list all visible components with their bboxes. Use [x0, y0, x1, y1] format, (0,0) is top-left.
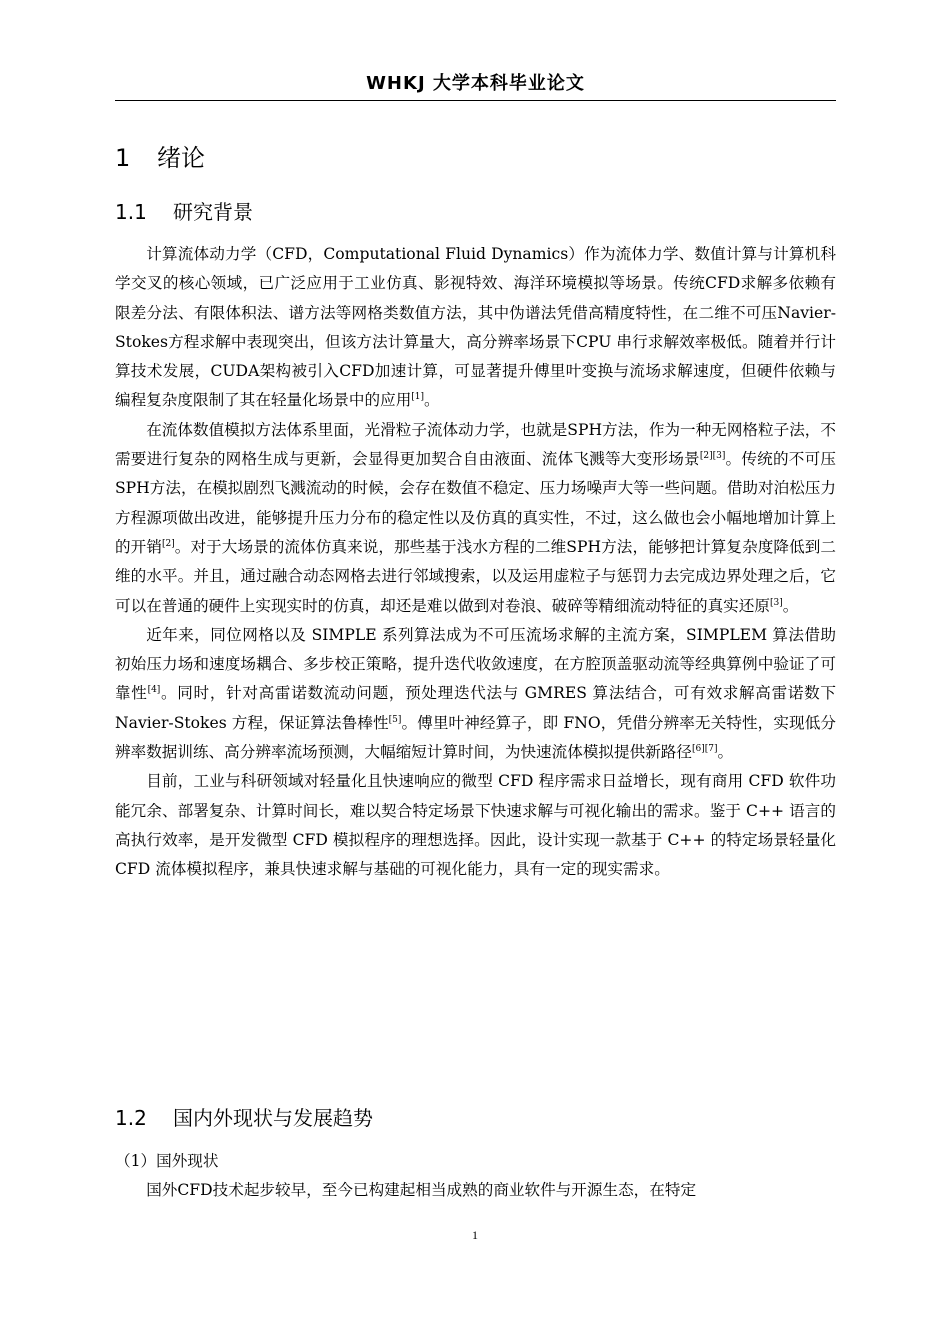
chapter-title: 绪论: [157, 144, 205, 172]
section-1-1-body: [115, 240, 836, 885]
section-heading-1-1: [115, 197, 253, 227]
paragraph: 在流体数值模拟方法体系里面，光滑粒子流体动力学，也就是SPH方法，作为一种无网格粒子法，不需要进行复杂的网格生成与更新，会显得更加契合自由液面、流体飞溅等大变形场景[2][3]。传统的不可压SPH方法，在模拟剧烈飞溅流动的时候，会存在数值不稳定、压力场噪声大等一些问题。借助对泊松压力方程源项做出改进，能够提升压力分布的稳定性以及仿真的真实性，不过，这么做也会小幅地增加计算上的开销[2]。对于大场景的流体仿真来说，那些基于浅水方程的二维SPH方法，能够把计算复杂度降低到二维的水平。并且，通过融合动态网格去进行邻域搜索，以及运用虚粒子与惩罚力去完成边界处理之后，它可以在普通的硬件上实现实时的仿真，却还是难以做到对卷浪、破碎等精细流动特征的真实还原[3]。: [115, 420, 836, 615]
section-number: 1.2: [115, 1106, 147, 1130]
paragraph: 目前，工业与科研领域对轻量化且快速响应的微型 CFD 程序需求日益增长，现有商用 CFD 软件功能冗余、部署复杂、计算时间长，难以契合特定场景下快速求解与可视化输出的需求。鉴于 C++ 语言的高执行效率，是开发微型 CFD 模拟程序的理想选择。因此，设计实现一款基于 C++ 的特定场景轻量化 CFD 流体模拟程序，兼具快速求解与基础的可视化能力，具有一定的现实需求。: [115, 772, 836, 879]
citation-ref: [2]: [161, 538, 175, 549]
section-number: 1.1: [115, 200, 147, 224]
citation-ref: [5]: [388, 714, 402, 725]
page-header: [115, 68, 836, 101]
section-heading-1-2: [115, 1103, 373, 1133]
citation-ref: [2][3]: [699, 451, 726, 462]
header-title: WHKJ 大学本科毕业论文: [366, 73, 585, 94]
chapter-number: 1: [115, 144, 131, 172]
citation-ref: [6][7]: [691, 744, 718, 755]
citation-ref: [3]: [769, 597, 783, 608]
section-1-2-body: [115, 1147, 836, 1206]
paragraph: 计算流体动力学（CFD，Computational Fluid Dynamics）作为流体力学、数值计算与计算机科学交叉的核心领域，已广泛应用于工业仿真、影视特效、海洋环境模拟等场景。传统CFD求解多依赖有限差分法、有限体积法、谱方法等网格类数值方法，其中伪谱法凭借高精度特性，在二维不可压Navier-Stokes方程求解中表现突出，但该方法计算量大，高分辨率场景下CPU 串行求解效率极低。随着并行计算技术发展，CUDA架构被引入CFD加速计算，可显著提升傅里叶变换与流场求解速度，但硬件依赖与编程复杂度限制了其在轻量化场景中的应用[1]。: [115, 245, 836, 410]
chapter-heading: [115, 140, 205, 176]
paragraph: 近年来，同位网格以及 SIMPLE 系列算法成为不可压流场求解的主流方案，SIMPLEM 算法借助初始压力场和速度场耦合、多步校正策略，提升迭代收敛速度，在方腔顶盖驱动流等经典算例中验证了可靠性[4]。同时，针对高雷诺数流动问题，预处理迭代法与 GMRES 算法结合，可有效求解高雷诺数下 Navier-Stokes 方程，保证算法鲁棒性[5]。傅里叶神经算子，即 FNO，凭借分辨率无关特性，实现低分辨率数据训练、高分辨率流场预测，大幅缩短计算时间，为快速流体模拟提供新路径[6][7]。: [115, 625, 836, 762]
page-number: 1: [472, 1228, 478, 1242]
section-title: 研究背景: [173, 200, 253, 224]
paragraph: 国外CFD技术起步较早，至今已构建起相当成熟的商业软件与开源生态，在特定: [146, 1181, 697, 1200]
citation-ref: [1]: [411, 392, 425, 403]
subsection-heading: （1）国外现状: [115, 1152, 219, 1170]
citation-ref: [4]: [147, 685, 161, 696]
section-title: 国内外现状与发展趋势: [173, 1106, 373, 1130]
